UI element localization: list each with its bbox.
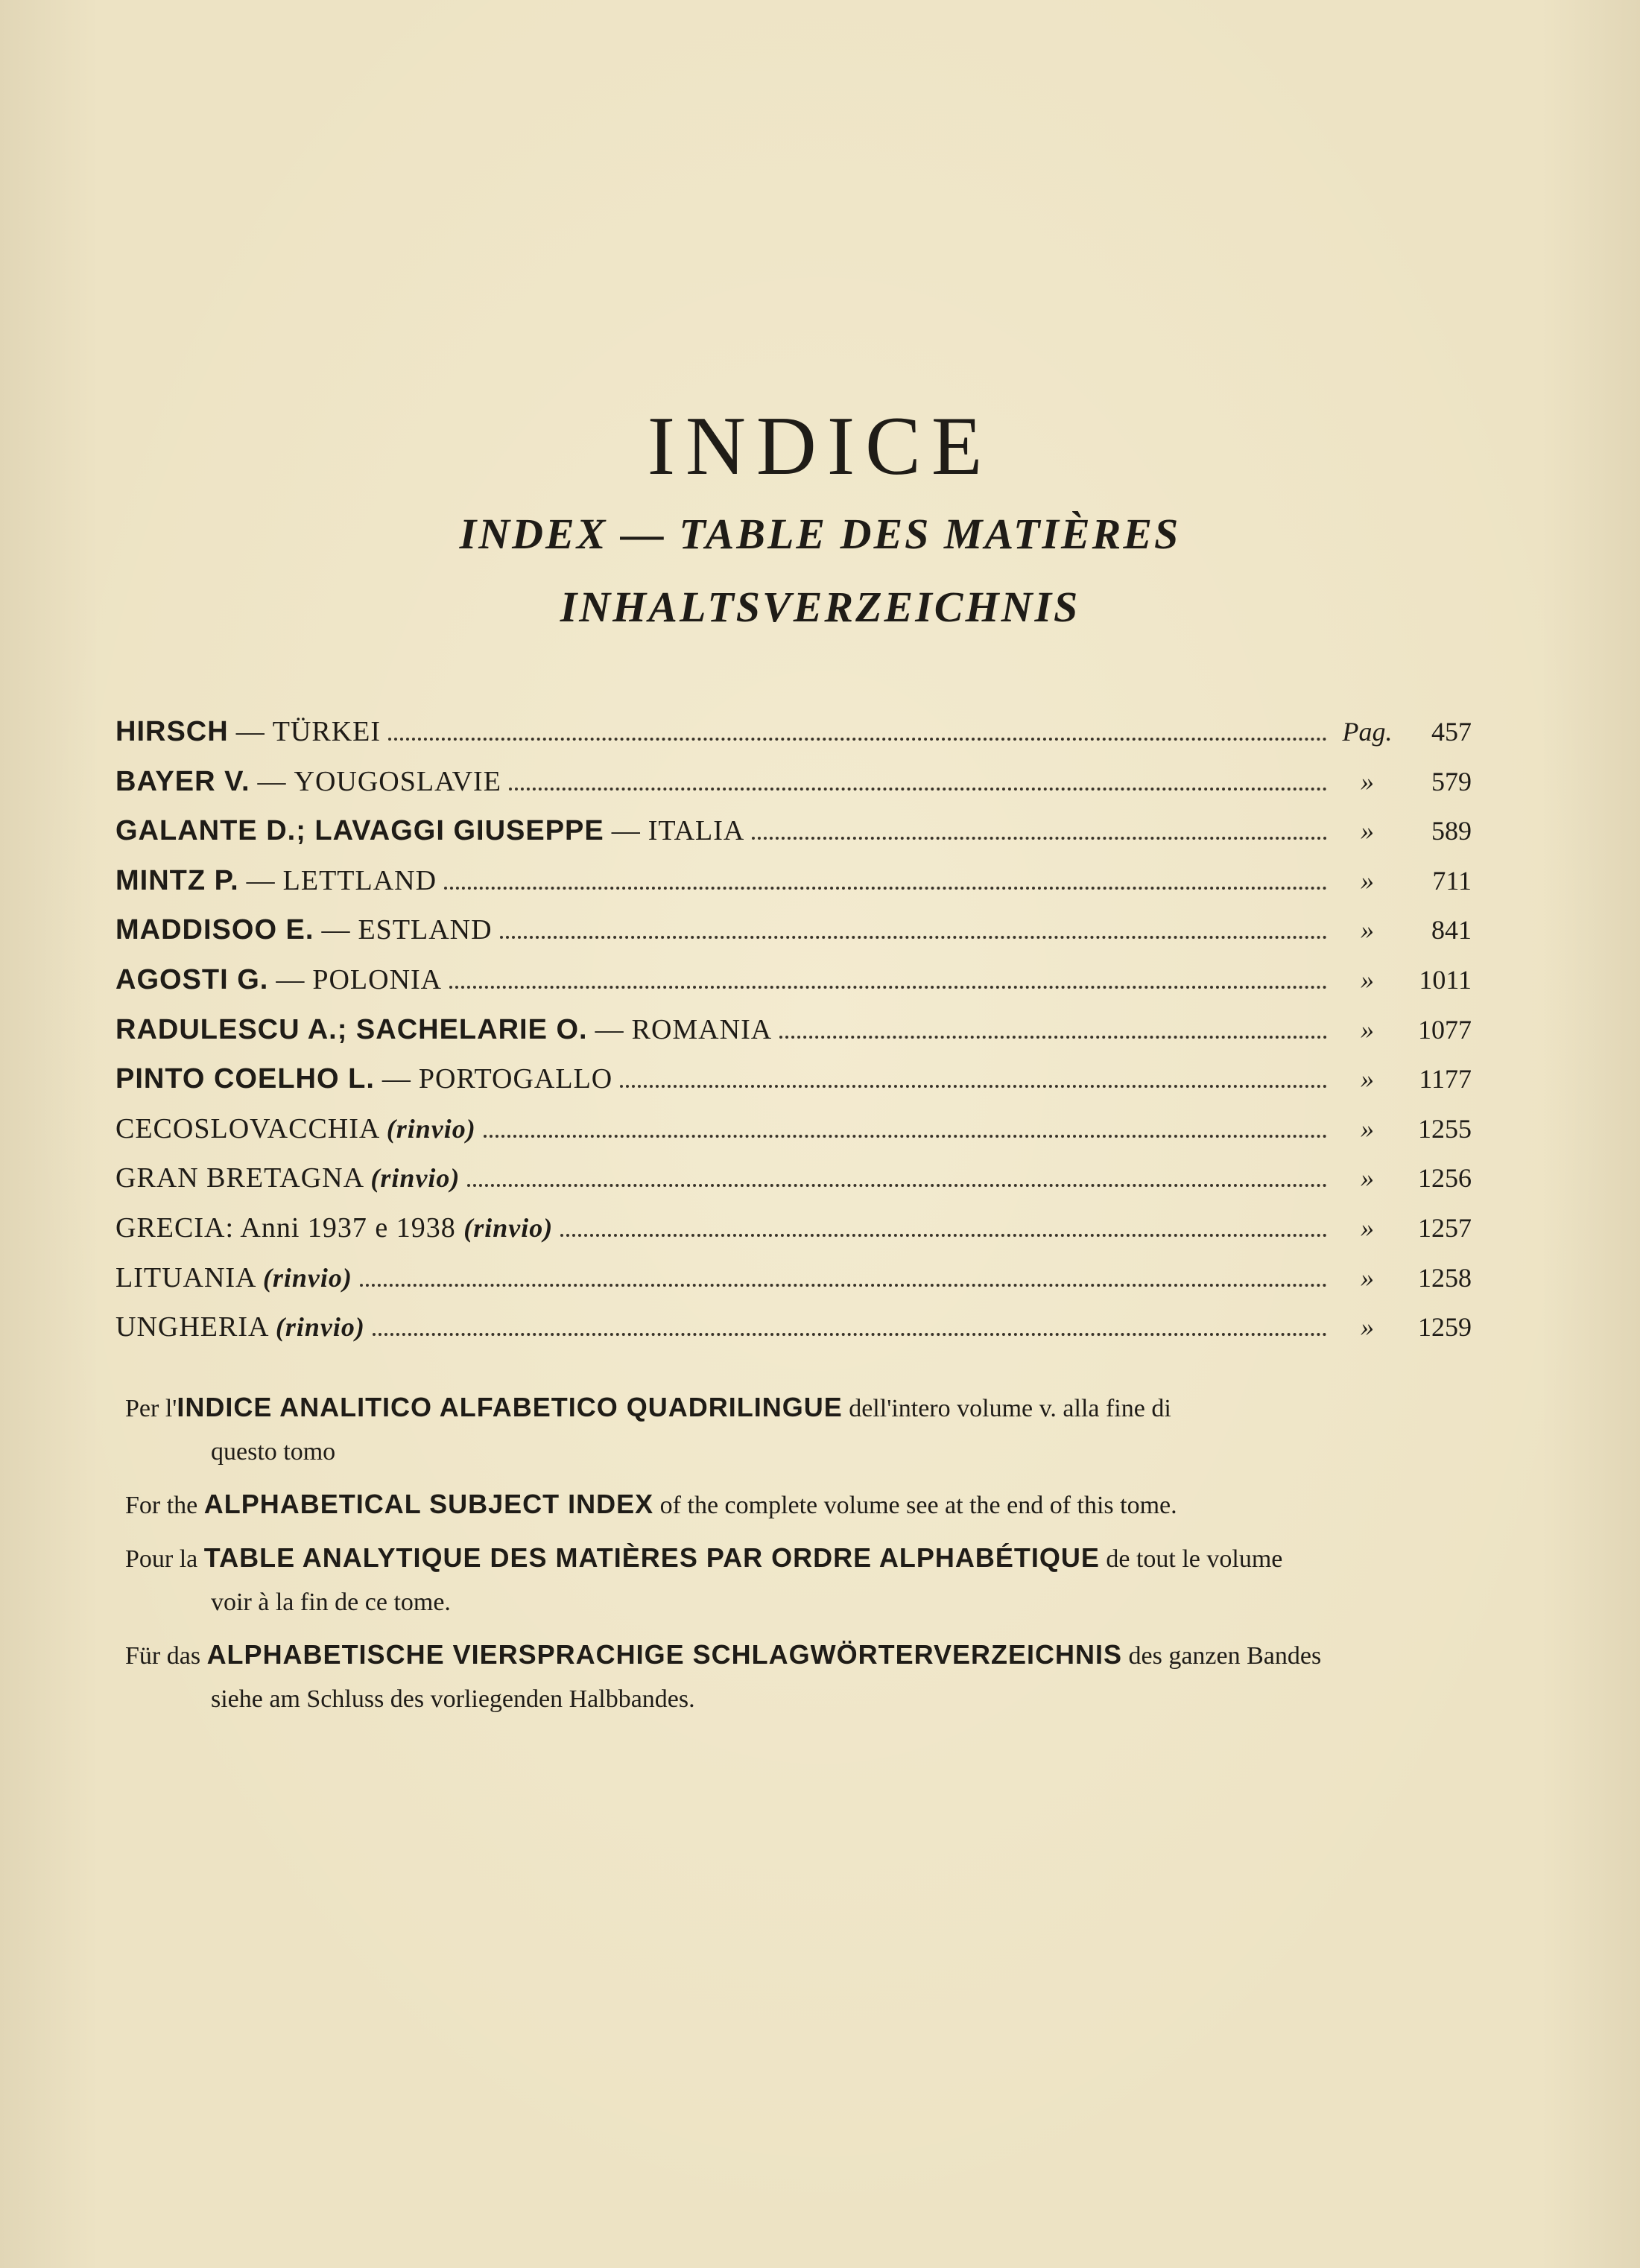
toc-note: (rinvio): [386, 1113, 476, 1144]
dot-leader: [360, 1284, 1327, 1287]
toc-entry: [115, 1261, 1472, 1311]
toc-page-number: 1177: [1419, 1064, 1472, 1095]
toc-entry-title: [115, 1162, 460, 1194]
note-index-title: INDICE ANALITICO ALFABETICO QUADRILINGUE: [177, 1392, 843, 1422]
note-index-title: ALPHABETISCHE VIERSPRACHIGE SCHLAGWÖRTERVERZEICHNIS: [206, 1639, 1122, 1670]
toc-page-number: 1256: [1418, 1163, 1472, 1194]
toc-country: YOUGOSLAVIE: [294, 765, 501, 797]
note-tail-text: de tout le volume: [1099, 1545, 1283, 1573]
dot-leader: [449, 986, 1327, 989]
ditto-mark: »: [1361, 1064, 1374, 1095]
toc-page-number: 1258: [1418, 1262, 1472, 1293]
dot-leader: [752, 837, 1327, 840]
toc-dash-separator: —: [276, 963, 305, 995]
index-note-paragraph: [125, 1386, 1474, 1474]
ditto-mark: »: [1361, 865, 1374, 896]
toc-country: UNGHERIA: [115, 1311, 268, 1343]
note-lead-text: Für das: [125, 1642, 207, 1670]
toc-country: LETTLAND: [282, 864, 437, 896]
note-lead-text: Pour la: [125, 1545, 204, 1573]
dot-leader: [444, 887, 1327, 890]
toc-author: MADDISOO E.: [115, 914, 314, 946]
table-of-contents: [115, 715, 1472, 1361]
note-tail-text: dell'intero volume v. alla fine di: [842, 1395, 1171, 1422]
toc-country: PORTOGALLO: [418, 1063, 613, 1095]
toc-entry: [115, 1013, 1472, 1063]
toc-country: ITALIA: [648, 815, 745, 847]
dot-leader: [500, 936, 1327, 939]
toc-author: HIRSCH: [115, 716, 229, 747]
toc-entry-title: [115, 1261, 352, 1294]
toc-note: (rinvio): [275, 1312, 365, 1343]
toc-entry-title: [115, 1311, 365, 1343]
toc-page-number: 841: [1431, 915, 1472, 945]
toc-entry-title: [115, 1062, 612, 1095]
dot-leader: [779, 1036, 1327, 1039]
toc-entry-title: [115, 715, 381, 748]
index-notes: [125, 1386, 1474, 1730]
note-continuation: siehe am Schluss des vorliegenden Halbbandes.: [211, 1685, 695, 1713]
ditto-mark: »: [1361, 1212, 1374, 1243]
ditto-mark: »: [1361, 816, 1374, 846]
dot-leader: [388, 738, 1327, 741]
toc-note: (rinvio): [262, 1262, 352, 1293]
toc-entry: [115, 913, 1472, 963]
index-note-paragraph: [125, 1536, 1474, 1624]
toc-dash-separator: —: [595, 1013, 624, 1045]
toc-entry: [115, 1112, 1472, 1162]
toc-entry-title: [115, 1211, 553, 1244]
toc-page-number: 579: [1431, 766, 1472, 796]
toc-entry-title: [115, 963, 442, 996]
toc-page-number: 1011: [1419, 964, 1472, 995]
index-note-paragraph: [125, 1633, 1474, 1721]
dot-leader: [560, 1234, 1327, 1237]
ditto-mark: »: [1361, 1163, 1374, 1194]
toc-note: (rinvio): [370, 1163, 460, 1194]
toc-dash-separator: —: [246, 864, 276, 896]
note-tail-text: of the complete volume see at the end of this tome.: [653, 1492, 1177, 1519]
toc-page-number: 1077: [1418, 1014, 1472, 1045]
page-label: Pag.: [1342, 717, 1393, 747]
ditto-mark: »: [1361, 766, 1374, 796]
dot-leader: [484, 1135, 1327, 1138]
toc-country: ESTLAND: [358, 914, 493, 946]
dot-leader: [620, 1085, 1327, 1088]
toc-dash-separator: —: [611, 815, 641, 847]
note-lead-text: For the: [125, 1492, 204, 1519]
page-subtitle-line1: INDEX — TABLE DES MATIÈRES: [459, 510, 1181, 558]
toc-entry: [115, 963, 1472, 1013]
note-tail-text: des ganzen Bandes: [1122, 1642, 1322, 1670]
toc-entry: [115, 1062, 1472, 1112]
index-note-paragraph: [125, 1483, 1474, 1527]
toc-entry: [115, 1211, 1472, 1261]
toc-entry: [115, 1162, 1472, 1211]
toc-page-number: 1257: [1418, 1212, 1472, 1243]
page-title: INDICE: [647, 400, 993, 492]
toc-entry-title: [115, 1013, 772, 1046]
toc-author: MINTZ P.: [115, 864, 239, 896]
toc-author: AGOSTI G.: [115, 963, 269, 995]
toc-country: TÜRKEI: [272, 716, 381, 747]
toc-dash-separator: —: [257, 765, 287, 797]
toc-author: GALANTE D.; LAVAGGI GIUSEPPE: [115, 815, 604, 847]
toc-entry-title: [115, 913, 493, 946]
ditto-mark: »: [1361, 1262, 1374, 1293]
toc-entry: [115, 765, 1472, 815]
note-continuation: questo tomo: [211, 1438, 336, 1466]
note-index-title: TABLE ANALYTIQUE DES MATIÈRES PAR ORDRE ALPHABÉTIQUE: [203, 1542, 1100, 1573]
toc-page-number: 589: [1431, 816, 1472, 846]
toc-author: RADULESCU A.; SACHELARIE O.: [115, 1013, 588, 1045]
ditto-mark: »: [1361, 964, 1374, 995]
ditto-mark: »: [1361, 1014, 1374, 1045]
dot-leader: [509, 788, 1327, 791]
page-subtitle-line2: INHALTSVERZEICHNIS: [560, 583, 1080, 631]
dot-leader: [373, 1333, 1327, 1336]
ditto-mark: »: [1361, 915, 1374, 945]
toc-entry-title: [115, 814, 744, 847]
toc-dash-separator: —: [381, 1063, 411, 1095]
toc-country: GRAN BRETAGNA: [115, 1162, 363, 1194]
toc-dash-separator: —: [235, 716, 265, 747]
note-lead-text: Per l': [125, 1395, 177, 1422]
toc-page-number: 457: [1431, 717, 1472, 747]
toc-entry: [115, 864, 1472, 914]
toc-country: LITUANIA: [115, 1261, 256, 1293]
toc-entry-title: [115, 1112, 476, 1145]
dot-leader: [467, 1184, 1327, 1187]
toc-dash-separator: —: [321, 914, 351, 946]
toc-entry: [115, 814, 1472, 864]
toc-page-number: 711: [1432, 865, 1472, 896]
toc-country: GRECIA: Anni 1937 e 1938: [115, 1211, 456, 1244]
note-continuation: voir à la fin de ce tome.: [211, 1588, 451, 1616]
toc-author: BAYER V.: [115, 765, 250, 797]
toc-entry: [115, 1311, 1472, 1361]
toc-page-number: 1255: [1418, 1113, 1472, 1144]
toc-page-number: 1259: [1418, 1312, 1472, 1343]
toc-entry: [115, 715, 1472, 765]
ditto-mark: »: [1361, 1113, 1374, 1144]
ditto-mark: »: [1361, 1312, 1374, 1343]
toc-entry-title: [115, 765, 501, 798]
note-index-title: ALPHABETICAL SUBJECT INDEX: [203, 1489, 654, 1519]
toc-entry-title: [115, 864, 437, 897]
toc-country: CECOSLOVACCHIA: [115, 1112, 379, 1144]
toc-note: (rinvio): [463, 1212, 554, 1243]
toc-country: ROMANIA: [631, 1013, 773, 1045]
toc-author: PINTO COELHO L.: [115, 1063, 375, 1095]
toc-country: POLONIA: [312, 963, 443, 995]
